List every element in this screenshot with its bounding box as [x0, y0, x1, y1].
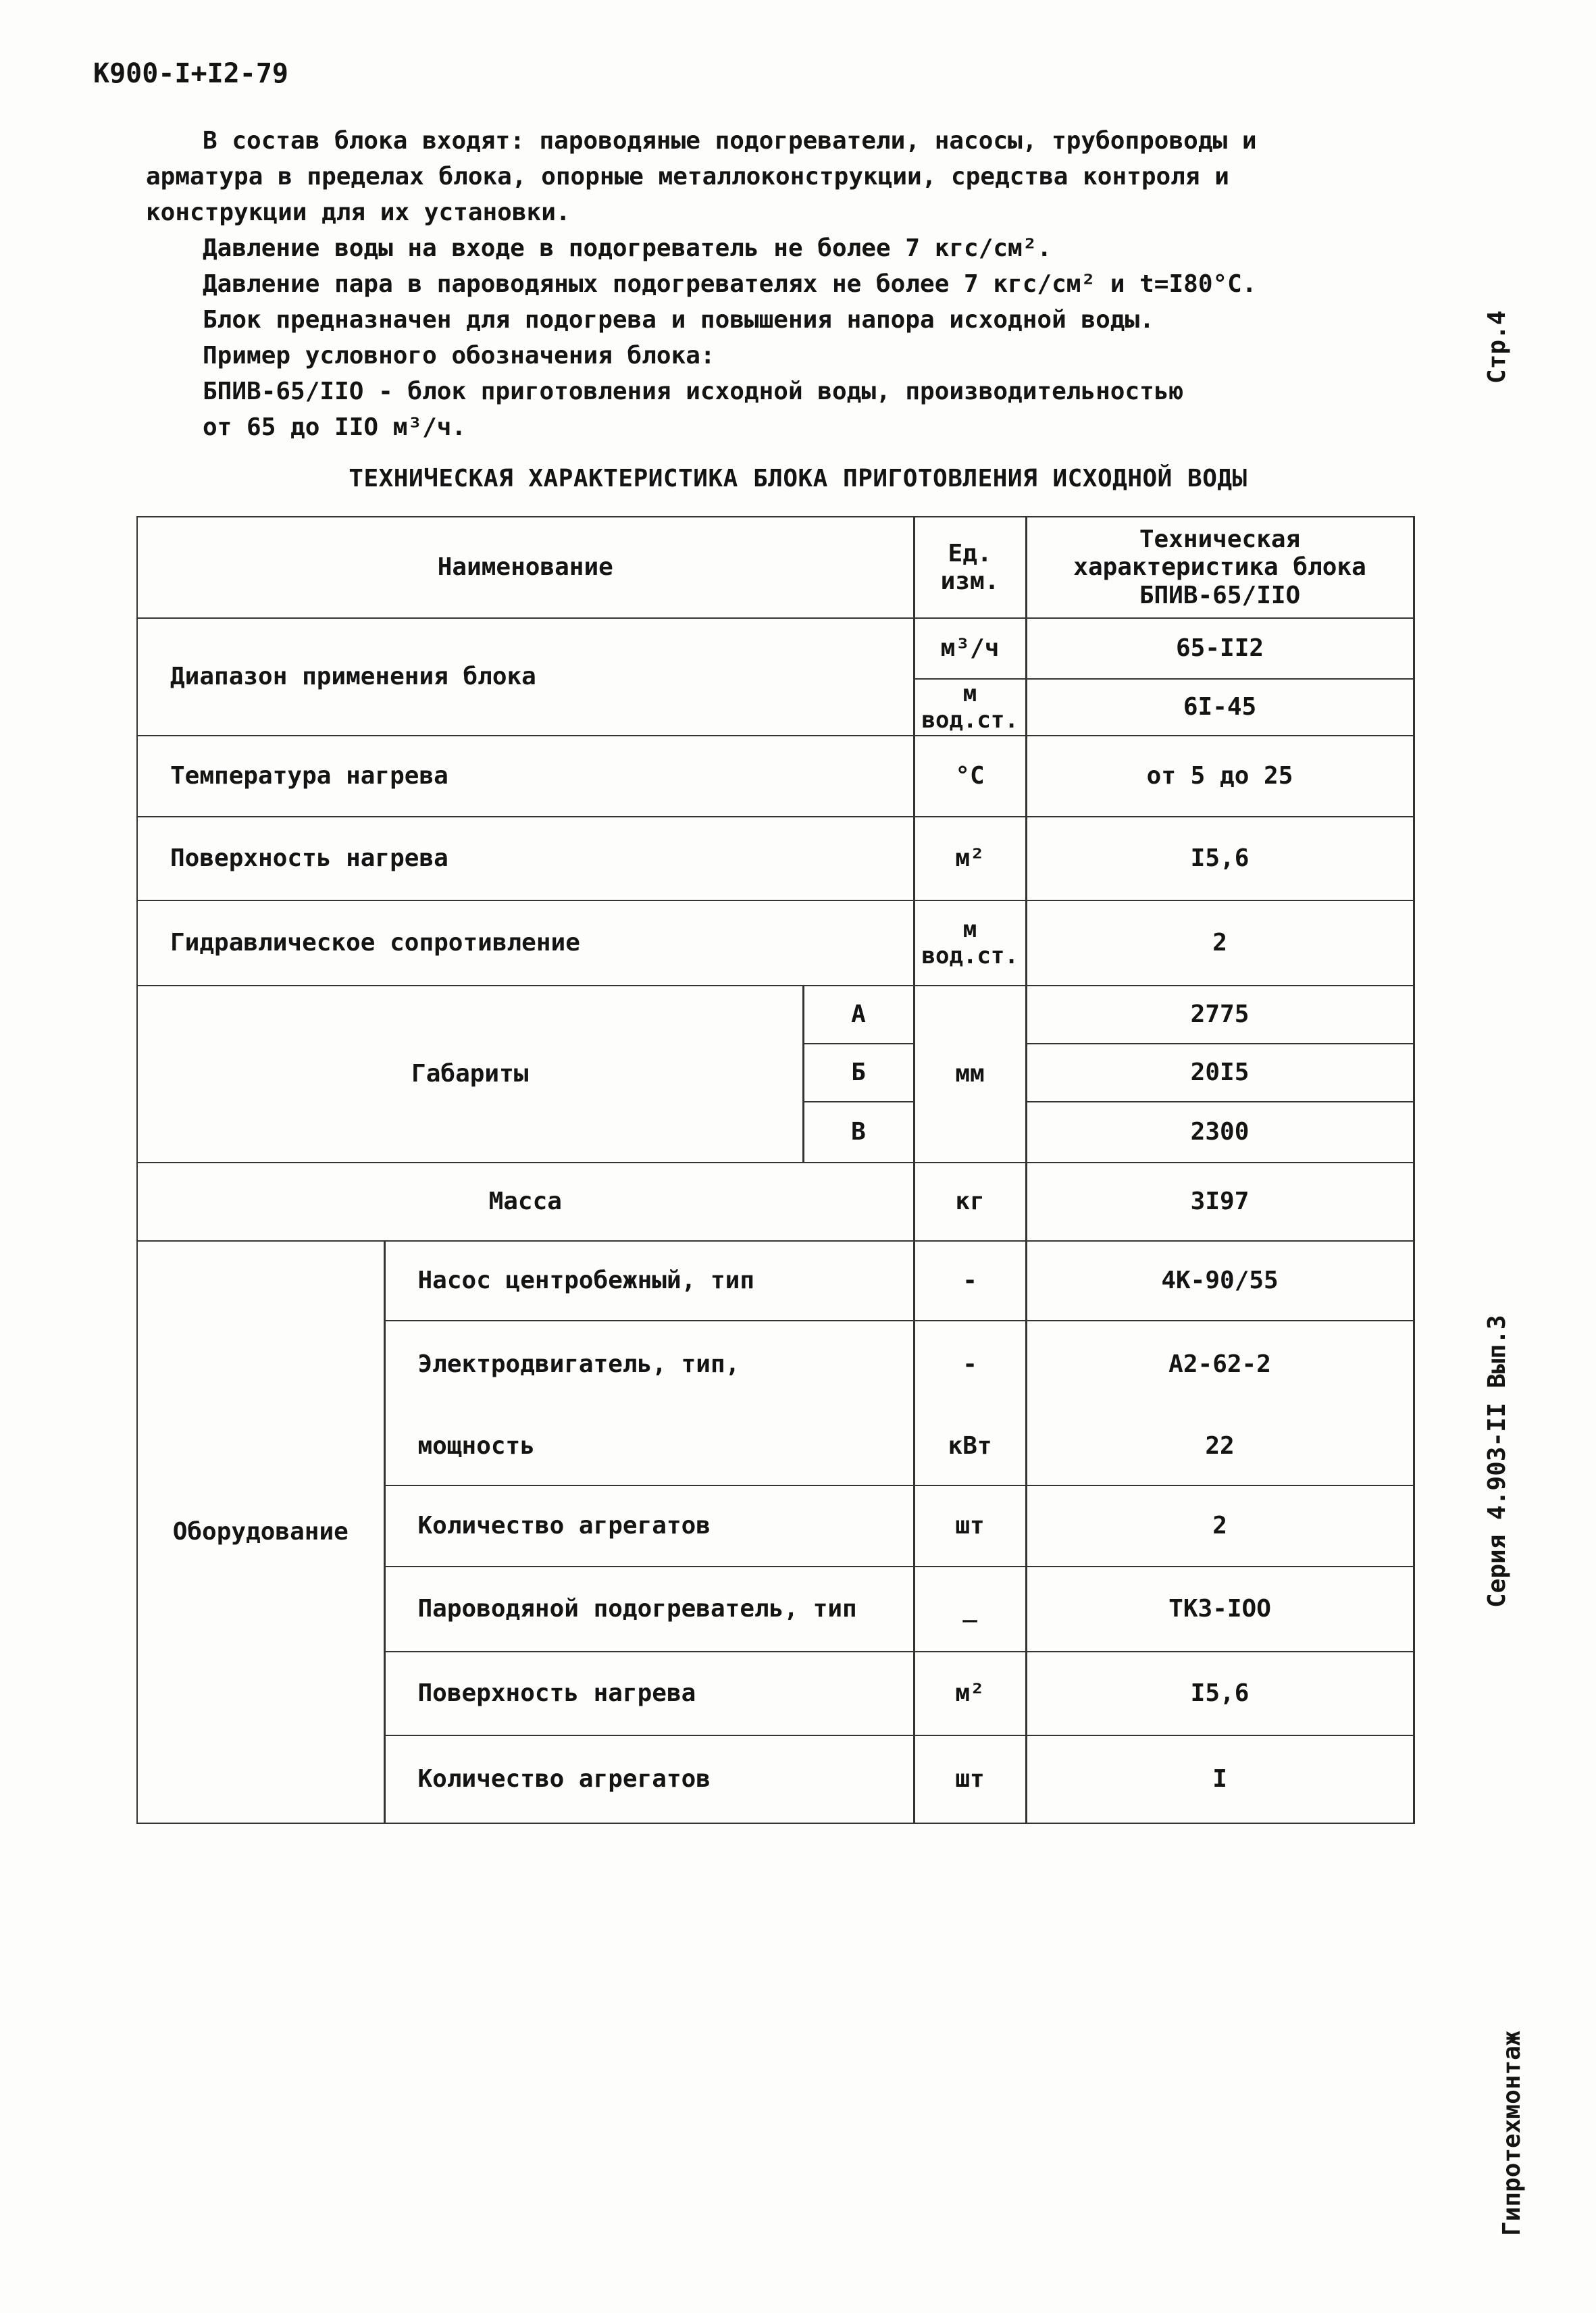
- table-row: [137, 986, 1414, 1044]
- hydraulic-value: 2: [1026, 900, 1414, 986]
- organization-label: Гипротехмонтаж: [1498, 2031, 1526, 2236]
- intro-line: БПИВ-65/IIO - блок приготовления исходной воды, производительностью: [203, 378, 1184, 405]
- range-value-1: 65-II2: [1026, 618, 1414, 679]
- series-label: Серия 4.903-II Вып.3: [1483, 1315, 1511, 1608]
- heater-value: ТКЗ-IOO: [1026, 1567, 1414, 1652]
- table-header-row: [137, 517, 1414, 618]
- temp-unit: °C: [914, 736, 1026, 817]
- header-spec: Техническая характеристика блока БПИВ-65/IIO: [1026, 517, 1414, 618]
- surface-value: I5,6: [1026, 817, 1414, 900]
- motor-unit: -: [914, 1321, 1026, 1407]
- table-row: [137, 817, 1414, 900]
- heater-name: Пароводяной подогреватель, тип: [384, 1567, 914, 1652]
- qty2-value: I: [1026, 1735, 1414, 1823]
- document-code: К900-I+I2-79: [93, 58, 288, 89]
- equipment-group: Оборудование: [137, 1241, 384, 1823]
- intro-line: от 65 до IIO м³/ч.: [203, 413, 467, 441]
- intro-paragraph: [146, 123, 1364, 445]
- mass-value: 3I97: [1026, 1163, 1414, 1241]
- table-row: [137, 618, 1414, 679]
- mass-unit: кг: [914, 1163, 1026, 1241]
- range-value-2: 6I-45: [1026, 679, 1414, 736]
- heater-unit: _: [914, 1567, 1026, 1652]
- range-name: Диапазон применения блока: [137, 618, 914, 736]
- hydraulic-name: Гидравлическое сопротивление: [137, 900, 914, 986]
- qty1-value: 2: [1026, 1485, 1414, 1567]
- dims-value-b: 20I5: [1026, 1044, 1414, 1102]
- range-unit-2: м вод.ст.: [914, 679, 1026, 736]
- intro-line: В состав блока входят: пароводяные подогреватели, насосы, трубопроводы и: [203, 127, 1257, 155]
- intro-line: конструкции для их установки.: [146, 199, 571, 226]
- dims-label-a: А: [803, 986, 914, 1044]
- page-number: Стр.4: [1483, 310, 1511, 384]
- range-unit-1: м³/ч: [914, 618, 1026, 679]
- motor-name: Электродвигатель, тип,: [384, 1321, 914, 1407]
- mass-name: Масса: [137, 1163, 914, 1241]
- dims-unit: мм: [914, 986, 1026, 1163]
- power-name: мощность: [384, 1407, 914, 1485]
- motor-value: А2-62-2: [1026, 1321, 1414, 1407]
- heat-surface-unit: м²: [914, 1652, 1026, 1735]
- spec-table: [136, 516, 1415, 1824]
- intro-line: Давление воды на входе в подогреватель не более 7 кгс/см².: [203, 234, 1052, 262]
- intro-line: арматура в пределах блока, опорные металлоконструкции, средства контроля и: [146, 163, 1229, 190]
- qty1-unit: шт: [914, 1485, 1026, 1567]
- header-unit: Ед. изм.: [914, 517, 1026, 618]
- hydraulic-unit: м вод.ст.: [914, 900, 1026, 986]
- dims-name: Габариты: [137, 986, 803, 1163]
- qty2-unit: шт: [914, 1735, 1026, 1823]
- dims-value-a: 2775: [1026, 986, 1414, 1044]
- pump-value: 4К-90/55: [1026, 1241, 1414, 1321]
- power-value: 22: [1026, 1407, 1414, 1485]
- dims-label-b: Б: [803, 1044, 914, 1102]
- surface-name: Поверхность нагрева: [137, 817, 914, 900]
- header-name: Наименование: [137, 517, 914, 618]
- intro-line: Блок предназначен для подогрева и повышения напора исходной воды.: [203, 306, 1154, 334]
- pump-unit: -: [914, 1241, 1026, 1321]
- heat-surface-name: Поверхность нагрева: [384, 1652, 914, 1735]
- pump-name: Насос центробежный, тип: [384, 1241, 914, 1321]
- intro-line: Пример условного обозначения блока:: [203, 342, 715, 370]
- power-unit: кВт: [914, 1407, 1026, 1485]
- dims-value-c: 2300: [1026, 1102, 1414, 1163]
- temp-value: от 5 до 25: [1026, 736, 1414, 817]
- table-row: [137, 736, 1414, 817]
- table-row: [137, 900, 1414, 986]
- dims-label-c: В: [803, 1102, 914, 1163]
- qty2-name: Количество агрегатов: [384, 1735, 914, 1823]
- intro-line: Давление пара в пароводяных подогревателях не более 7 кгс/см² и t=I80°C.: [203, 270, 1257, 298]
- heat-surface-value: I5,6: [1026, 1652, 1414, 1735]
- table-title: ТЕХНИЧЕСКАЯ ХАРАКТЕРИСТИКА БЛОКА ПРИГОТОВЛЕНИЯ ИСХОДНОЙ ВОДЫ: [349, 465, 1247, 492]
- qty1-name: Количество агрегатов: [384, 1485, 914, 1567]
- surface-unit: м²: [914, 817, 1026, 900]
- table-row: [137, 1241, 1414, 1321]
- temp-name: Температура нагрева: [137, 736, 914, 817]
- table-row: [137, 1163, 1414, 1241]
